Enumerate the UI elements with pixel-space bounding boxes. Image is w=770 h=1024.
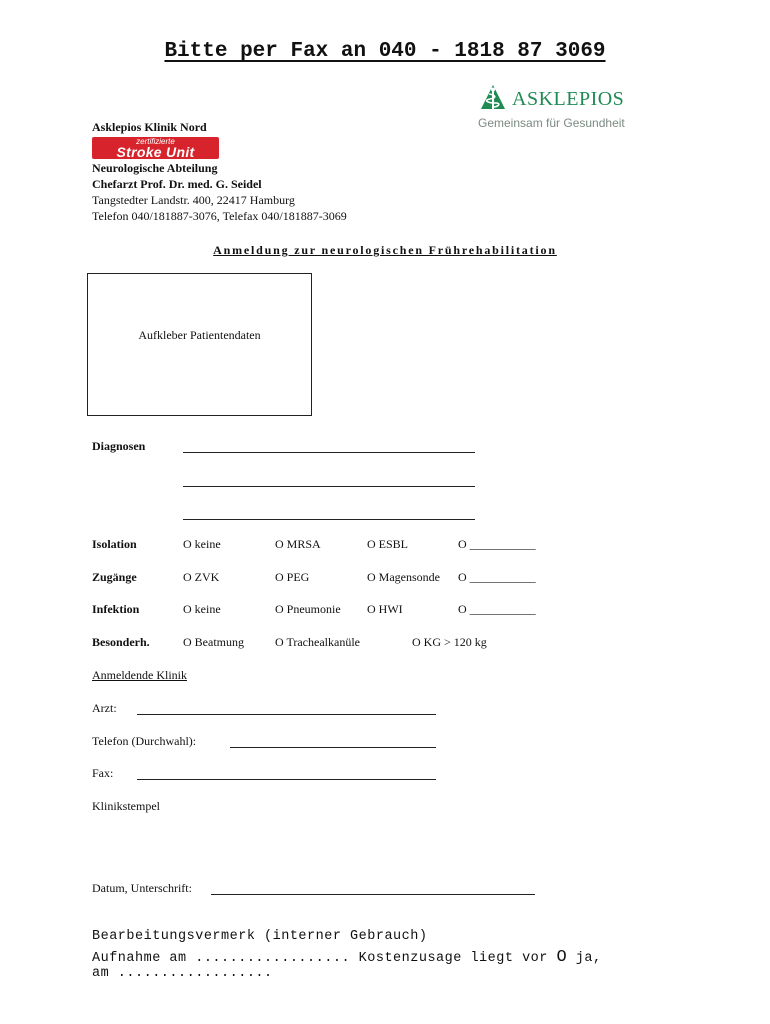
- internal-line-1-text: Aufnahme am .................. Kostenzusage liegt vor: [92, 951, 548, 966]
- fax-line[interactable]: [137, 779, 436, 780]
- referring-heading: Anmeldende Klinik: [92, 668, 187, 682]
- arzt-line[interactable]: [137, 714, 436, 715]
- telefon-line[interactable]: [230, 747, 436, 748]
- diagnosen-line-1[interactable]: [183, 452, 475, 453]
- stroke-unit-badge: [92, 137, 219, 159]
- besonderheiten-option-kg[interactable]: O KG > 120 kg: [412, 635, 487, 649]
- fax-label: Fax:: [92, 766, 114, 780]
- signature-line[interactable]: [211, 894, 535, 895]
- diagnosen-line-2[interactable]: [183, 486, 475, 487]
- internal-line-2: am ..................: [92, 966, 273, 981]
- zugaenge-option-zvk[interactable]: O ZVK: [183, 570, 220, 584]
- infektion-option-hwi[interactable]: O HWI: [367, 602, 403, 616]
- zugaenge-option-other[interactable]: O ___________: [458, 570, 536, 584]
- telefon-label: Telefon (Durchwahl):: [92, 734, 197, 748]
- clinic-address: Tangstedter Landstr. 400, 22417 Hamburg: [92, 193, 295, 207]
- patient-sticker-box[interactable]: [87, 273, 312, 416]
- arzt-label: Arzt:: [92, 701, 117, 715]
- diagnosen-label: Diagnosen: [92, 439, 146, 453]
- fax-header: Bitte per Fax an 040 - 1818 87 3069: [164, 40, 606, 63]
- internal-line-1: [92, 948, 602, 967]
- infektion-option-keine[interactable]: O keine: [183, 602, 221, 616]
- sticker-label: Aufkleber Patientendaten: [138, 328, 261, 342]
- badge-small-text: zertifizierte: [136, 137, 175, 146]
- infektion-label: Infektion: [92, 602, 140, 616]
- department: Neurologische Abteilung: [92, 161, 218, 175]
- internal-line-1-ja: ja,: [575, 951, 602, 966]
- diagnosen-line-3[interactable]: [183, 519, 475, 520]
- besonderheiten-option-beatmung[interactable]: O Beatmung: [183, 635, 244, 649]
- isolation-option-keine[interactable]: O keine: [183, 537, 221, 551]
- badge-big-text: Stroke Unit: [116, 144, 195, 160]
- asklepios-logo: [476, 82, 636, 132]
- logo-wordmark: ASKLEPIOS: [512, 88, 625, 110]
- isolation-option-esbl[interactable]: O ESBL: [367, 537, 409, 551]
- besonderheiten-option-trachealkanuele[interactable]: O Trachealkanüle: [275, 635, 360, 649]
- kostenzusage-checkbox[interactable]: O: [556, 948, 568, 967]
- zugaenge-option-magensonde[interactable]: O Magensonde: [367, 570, 440, 584]
- isolation-option-mrsa[interactable]: O MRSA: [275, 537, 321, 551]
- klinikstempel-label: Klinikstempel: [92, 799, 160, 813]
- logo-tagline: Gemeinsam für Gesundheit: [478, 116, 625, 130]
- datum-label: Datum, Unterschrift:: [92, 881, 192, 895]
- besonderheiten-label: Besonderh.: [92, 635, 150, 649]
- clinic-name: Asklepios Klinik Nord: [92, 120, 207, 134]
- zugaenge-option-peg[interactable]: O PEG: [275, 570, 310, 584]
- asklepios-staff-icon: [480, 84, 506, 112]
- infektion-option-pneumonie[interactable]: O Pneumonie: [275, 602, 341, 616]
- isolation-label: Isolation: [92, 537, 137, 551]
- isolation-option-other[interactable]: O ___________: [458, 537, 536, 551]
- chief-physician: Chefarzt Prof. Dr. med. G. Seidel: [92, 177, 262, 191]
- internal-title: Bearbeitungsvermerk (interner Gebrauch): [92, 929, 428, 944]
- zugaenge-label: Zugänge: [92, 570, 137, 584]
- form-title: Anmeldung zur neurologischen Frührehabilitation: [213, 243, 557, 257]
- clinic-phones: Telefon 040/181887-3076, Telefax 040/181887-3069: [92, 209, 347, 223]
- infektion-option-other[interactable]: O ___________: [458, 602, 536, 616]
